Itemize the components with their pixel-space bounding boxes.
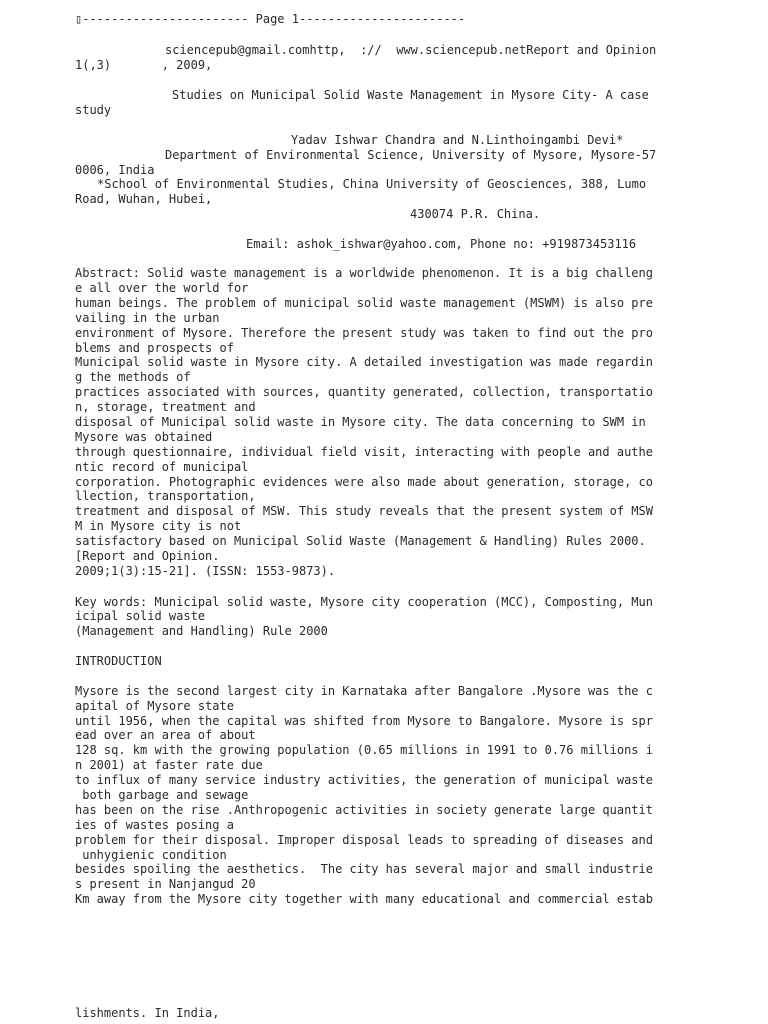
abstract-line: M in Mysore city is not (75, 519, 242, 533)
affiliation-1: Department of Environmental Science, University of Mysore, Mysore-57 (165, 148, 657, 162)
abstract-line: Municipal solid waste in Mysore city. A detailed investigation was made regardin (75, 355, 653, 369)
abstract-line: practices associated with sources, quantity generated, collection, transportatio (75, 385, 653, 399)
abstract-line: llection, transportation, (75, 489, 256, 503)
intro-line: until 1956, when the capital was shifted from Mysore to Bangalore. Mysore is spr (75, 714, 653, 728)
abstract-line: treatment and disposal of MSW. This study reveals that the present system of MSW (75, 504, 653, 518)
abstract-line: disposal of Municipal solid waste in Mysore city. The data concerning to SWM in (75, 415, 646, 429)
intro-line: apital of Mysore state (75, 699, 234, 713)
affiliation-1-continued: 0006, India (75, 163, 155, 177)
contact-email: Email: ashok_ishwar@yahoo.com, Phone no: +919873453116 (246, 237, 637, 251)
intro-line: 128 sq. km with the growing population (0.65 millions in 1991 to 0.76 millions i (75, 743, 653, 757)
intro-line: Km away from the Mysore city together with many educational and commercial estab (75, 892, 653, 906)
affiliation-2: *School of Environmental Studies, China University of Geosciences, 388, Lumo (97, 177, 647, 191)
intro-line: has been on the rise .Anthropogenic activities in society generate large quantit (75, 803, 653, 817)
intro-line: unhygienic condition (75, 848, 227, 862)
affiliation-2-postcode: 430074 P.R. China. (410, 207, 541, 221)
page-marker: ▯----------------------- Page 1----------------------- (75, 12, 466, 26)
contact-line: sciencepub@gmail.comhttp, :// www.sciencepub.netReport and Opinion (165, 43, 657, 57)
abstract-line: vailing in the urban (75, 311, 220, 325)
abstract-line: e all over the world for (75, 281, 249, 295)
paper-title-continued: study (75, 103, 112, 117)
abstract-line: Abstract: Solid waste management is a worldwide phenomenon. It is a big challeng (75, 266, 653, 280)
abstract-line: [Report and Opinion. (75, 549, 220, 563)
keywords-line: (Management and Handling) Rule 2000 (75, 624, 328, 638)
abstract-line: blems and prospects of (75, 341, 234, 355)
abstract-line: environment of Mysore. Therefore the present study was taken to find out the pro (75, 326, 653, 340)
author-names: Yadav Ishwar Chandra and N.Linthoingambi Devi* (291, 133, 624, 147)
intro-line: ies of wastes posing a (75, 818, 234, 832)
abstract-line: satisfactory based on Municipal Solid Waste (Management & Handling) Rules 2000. (75, 534, 646, 548)
intro-line: s present in Nanjangud 20 (75, 877, 256, 891)
intro-line: besides spoiling the aesthetics. The city has several major and small industrie (75, 862, 653, 876)
abstract-line: human beings. The problem of municipal solid waste management (MSWM) is also pre (75, 296, 653, 310)
abstract-line: Mysore was obtained (75, 430, 213, 444)
affiliation-2-continued: Road, Wuhan, Hubei, (75, 192, 213, 206)
issue-line: 1(,3) , 2009, (75, 58, 213, 72)
intro-line: both garbage and sewage (75, 788, 249, 802)
intro-line: Mysore is the second largest city in Karnataka after Bangalore .Mysore was the c (75, 684, 653, 698)
keywords-line: icipal solid waste (75, 609, 206, 623)
intro-line: to influx of many service industry activities, the generation of municipal waste (75, 773, 653, 787)
abstract-line: n, storage, treatment and (75, 400, 256, 414)
abstract-line: corporation. Photographic evidences were also made about generation, storage, co (75, 475, 653, 489)
abstract-line: ntic record of municipal (75, 460, 249, 474)
intro-line: problem for their disposal. Improper disposal leads to spreading of diseases and (75, 833, 653, 847)
paper-title: Studies on Municipal Solid Waste Management in Mysore City- A case (172, 88, 649, 102)
abstract-line: 2009;1(3):15-21]. (ISSN: 1553-9873). (75, 564, 336, 578)
intro-line: n 2001) at faster rate due (75, 758, 263, 772)
keywords-line: Key words: Municipal solid waste, Mysore city cooperation (MCC), Composting, Mun (75, 595, 653, 609)
intro-line: ead over an area of about (75, 728, 256, 742)
abstract-line: through questionnaire, individual field visit, interacting with people and authe (75, 445, 653, 459)
abstract-line: g the methods of (75, 370, 191, 384)
section-heading: INTRODUCTION (75, 654, 162, 668)
intro-continuation: lishments. In India, (75, 1006, 220, 1020)
